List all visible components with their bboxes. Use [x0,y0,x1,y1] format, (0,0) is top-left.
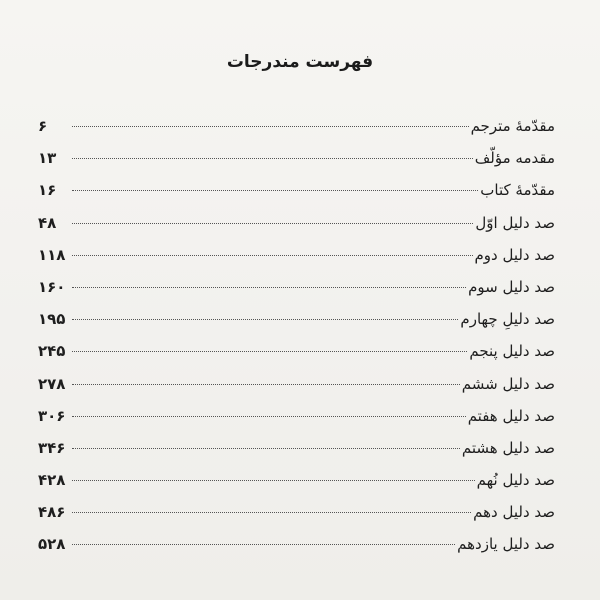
toc-entry-title: صد دلیل دهم [473,503,555,522]
toc-entry-page: ۶ [38,117,48,135]
toc-entry-title: صد دلیل اوّل [475,213,555,232]
toc-entry-title: صد دلیل هشتم [461,438,555,457]
dot-leader [72,223,473,224]
toc-entry [38,535,555,567]
toc-entry-page: ۲۴۵ [38,342,66,361]
toc-entry [38,246,555,278]
toc-entry-page: ۵۲۸ [38,535,66,554]
dot-leader [72,255,473,256]
toc-entry [38,117,555,149]
dot-leader [72,190,478,191]
dot-leader [72,480,475,481]
dot-leader [72,448,460,449]
dot-leader [72,512,471,513]
toc-entry [38,439,555,471]
toc-entry-title: صد دلیل یازدهم [457,535,555,554]
toc-entry [38,342,555,374]
toc-entry-page: ۴۸۶ [38,503,66,522]
page-title: فهرست مندرجات [226,52,374,72]
dot-leader [72,384,460,385]
toc-entry-page: ۱۶ [38,181,57,200]
toc-entry-page: ۴۲۸ [38,471,66,490]
toc-entry [38,503,555,535]
dot-leader [72,351,467,352]
toc-entry-title: صد دلیل دوم [474,245,555,264]
toc-entry [38,471,555,503]
dot-leader [72,319,458,320]
toc-entry-page: ۲۷۸ [38,374,66,393]
toc-entry-title: مقدمه مؤلّف [474,149,555,168]
toc-entry-page: ۴۸ [38,213,57,232]
toc-entry-title: صد دلیل پنجم [469,342,555,361]
toc-entry-title: مقدّمهٔ کتاب [480,181,555,200]
toc-entry-title: صد دلیل ششم [461,374,555,393]
toc-entry-title: صد دلیلِ چهارم [460,310,555,329]
toc-entry-page: ۳۴۶ [38,438,66,457]
toc-entry [38,278,555,310]
toc-entry [38,375,555,407]
toc-entry-title: مقدّمهٔ مترجم [470,117,555,135]
toc-entry [38,310,555,342]
toc-entry-page: ۳۰۶ [38,406,66,425]
table-of-contents [38,117,555,568]
toc-entry [38,149,555,181]
toc-entry [38,214,555,246]
dot-leader [72,416,466,417]
toc-entry-page: ۱۹۵ [38,310,66,329]
toc-entry-title: صد دلیل نُهم [476,471,555,490]
dot-leader [72,544,455,545]
toc-entry-page: ۱۶۰ [38,277,66,296]
toc-entry [38,407,555,439]
toc-entry-page: ۱۳ [38,149,57,168]
toc-entry [38,181,555,213]
toc-entry-title: صد دلیل سوم [468,277,555,296]
dot-leader [72,287,466,288]
dot-leader [72,158,473,159]
toc-entry-page: ۱۱۸ [38,245,66,264]
toc-entry-title: صد دلیل هفتم [467,406,555,425]
dot-leader [72,126,469,127]
